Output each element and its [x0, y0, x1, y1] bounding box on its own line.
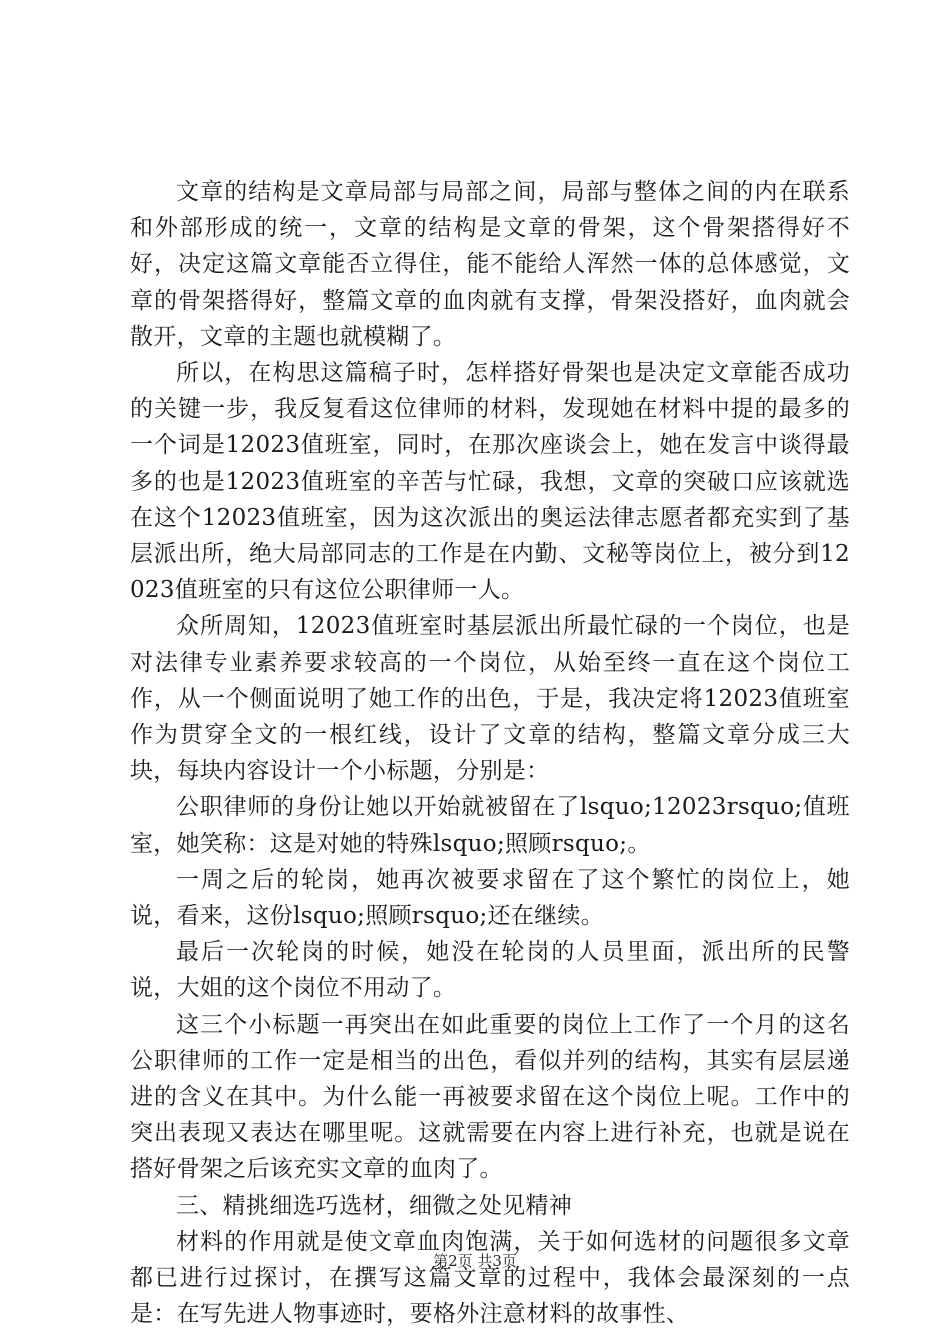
- paragraph: 材料的作用就是使文章血肉饱满，关于如何选材的问题很多文章都已进行过探讨，在撰写这篇文章的过程中，我体会最深刻的一点是：在写先进人物事迹时，要格外注意材料的故事性、: [130, 1228, 850, 1328]
- paragraph: 众所周知，12023值班室时基层派出所最忙碌的一个岗位，也是对法律专业素养要求较高的一个岗位，从始至终一直在这个岗位工作，从一个侧面说明了她工作的出色，于是，我决定将12023值班室作为贯穿全文的一根红线，设计了文章的结构，整篇文章分成三大块，每块内容设计一个小标题，分别是：: [130, 613, 850, 785]
- paragraph: 这三个小标题一再突出在如此重要的岗位上工作了一个月的这名公职律师的工作一定是相当的出色，看似并列的结构，其实有层层递进的含义在其中。为什么能一再被要求留在这个岗位上呢。工作中的突出表现又表达在哪里呢。这就需要在内容上进行补充，也就是说在搭好骨架之后该充实文章的血肉了。: [130, 1011, 850, 1183]
- section-heading: 三、精挑细选巧选材，细微之处见精神: [176, 1192, 573, 1219]
- paragraph: 最后一次轮岗的时候，她没在轮岗的人员里面，派出所的民警说，大姐的这个岗位不用动了。: [130, 939, 850, 1002]
- page-number: 第2页 共3页: [433, 1252, 517, 1270]
- page-footer: [0, 1250, 950, 1271]
- paragraph: 所以，在构思这篇稿子时，怎样搭好骨架也是决定文章能否成功的关键一步，我反复看这位律师的材料，发现她在材料中提的最多的一个词是12023值班室，同时，在那次座谈会上，她在发言中谈得最多的也是12023值班室的辛苦与忙碌，我想，文章的突破口应该就选在这个12023值班室，因为这次派出的奥运法律志愿者都充实到了基层派出所，绝大局部同志的工作是在内勤、文秘等岗位上，被分到12023值班室的只有这位公职律师一人。: [130, 360, 850, 604]
- paragraph: 公职律师的身份让她以开始就被留在了lsquo;12023rsquo;值班室，她笑称：这是对她的特殊lsquo;照顾rsquo;。: [130, 794, 850, 857]
- paragraph: 一周之后的轮岗，她再次被要求留在了这个繁忙的岗位上，她说，看来，这份lsquo;照顾rsquo;还在继续。: [130, 866, 850, 930]
- paragraph: 文章的结构是文章局部与局部之间，局部与整体之间的内在联系和外部形成的统一，文章的结构是文章的骨架，这个骨架搭得好不好，决定这篇文章能否立得住，能不能给人浑然一体的总体感觉，文章的骨架搭得好，整篇文章的血肉就有支撑，骨架没搭好，血肉就会散开，文章的主题也就模糊了。: [130, 179, 850, 350]
- document-body: [130, 174, 850, 1333]
